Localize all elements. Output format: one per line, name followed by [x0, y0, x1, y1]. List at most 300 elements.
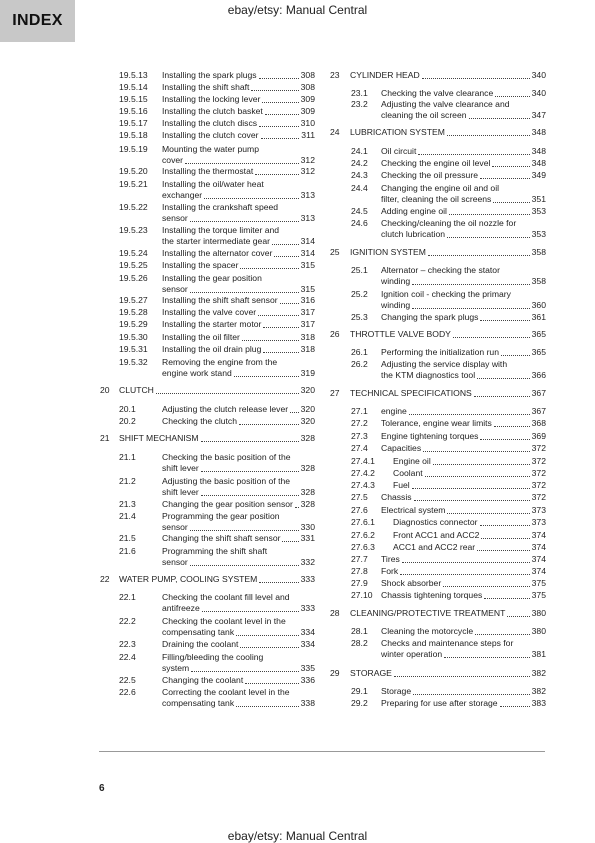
toc-entry-number: 26.1: [351, 347, 368, 357]
toc-entry-page: 312: [300, 166, 315, 176]
toc-entry-page: 314: [300, 236, 315, 246]
toc-entry-number: 24.2: [351, 158, 368, 168]
toc-entry-page: 335: [300, 663, 315, 673]
toc-entry-title-line: Programming the gear position: [162, 511, 280, 521]
toc-entry-page: 372: [531, 456, 546, 466]
toc-entry-page: 308: [300, 82, 315, 92]
dot-leader: [480, 524, 530, 526]
toc-entry[interactable]: [351, 698, 546, 709]
toc-entry-page: 348: [531, 158, 546, 168]
toc-entry[interactable]: [351, 480, 546, 491]
toc-entry-page: 351: [531, 194, 546, 204]
toc-entry-number: 27.5: [351, 492, 368, 502]
dot-leader: [477, 549, 529, 551]
toc-entry-page: 317: [300, 307, 315, 317]
toc-entry-number: 24.4: [351, 183, 368, 193]
toc-entry-page: 383: [531, 698, 546, 708]
toc-chapter-entry[interactable]: [330, 127, 546, 138]
toc-entry-number: 20: [100, 385, 110, 395]
toc-entry-title: Installing the spark plugs: [162, 70, 257, 80]
dot-leader: [469, 117, 530, 119]
toc-entry-title: Changing the gear position sensor: [162, 499, 293, 509]
toc-entry-number: 27: [330, 388, 340, 398]
dot-leader: [423, 450, 530, 452]
toc-entry-title-line: Programming the shift shaft: [162, 546, 268, 556]
toc-entry-number: 28.1: [351, 626, 368, 636]
toc-entry-title: Adding engine oil: [381, 206, 447, 216]
toc-entry-title: cleaning the oil screen: [381, 110, 467, 120]
toc-entry[interactable]: [351, 686, 546, 697]
toc-entry-number: 19.5.27: [119, 295, 148, 305]
toc-entry-title-line: Checking/cleaning the oil nozzle for: [381, 218, 517, 228]
toc-entry-title: Installing the oil filter: [162, 332, 240, 342]
toc-entry[interactable]: [351, 158, 546, 169]
toc-entry-page: 353: [531, 229, 546, 239]
toc-entry[interactable]: [351, 265, 546, 287]
toc-entry-title: Cleaning the motorcycle: [381, 626, 474, 636]
toc-entry-number: 27.8: [351, 566, 368, 576]
toc-entry-title: LUBRICATION SYSTEM: [350, 127, 445, 137]
dot-leader: [449, 213, 530, 215]
toc-entry-page: 338: [300, 698, 315, 708]
toc-entry-title: CLEANING/PROTECTIVE TREATMENT: [350, 608, 506, 618]
dot-leader: [433, 463, 530, 465]
toc-entry-title: Adjusting the clutch release lever: [162, 404, 289, 414]
toc-entry[interactable]: [351, 146, 546, 157]
toc-entry-title-line: Installing the crankshaft speed: [162, 202, 279, 212]
toc-entry-page: 382: [531, 686, 546, 696]
dot-leader: [443, 585, 529, 587]
toc-entry-page: 319: [300, 368, 315, 378]
toc-entry-page: 358: [531, 247, 546, 257]
toc-entry-title: system: [162, 663, 190, 673]
toc-entry-number: 29: [330, 668, 340, 678]
toc-entry-number: 19.5.19: [119, 144, 148, 154]
toc-entry-page: 353: [531, 206, 546, 216]
toc-entry[interactable]: [351, 530, 546, 541]
toc-entry[interactable]: [351, 456, 546, 467]
dot-leader: [493, 201, 529, 203]
toc-chapter-entry[interactable]: [330, 668, 546, 679]
toc-entry[interactable]: [351, 468, 546, 479]
toc-entry[interactable]: [351, 578, 546, 589]
toc-entry-title: shift lever: [162, 487, 199, 497]
toc-entry-title-line: Changing the engine oil and oil: [381, 183, 500, 193]
toc-entry-title: winter operation: [381, 649, 443, 659]
toc-entry-title: Preparing for use after storage: [381, 698, 498, 708]
toc-entry-title: Draining the coolant: [162, 639, 239, 649]
toc-entry-title-line: Installing the gear position: [162, 273, 262, 283]
dot-leader: [394, 675, 530, 677]
toc-entry-page: 317: [300, 319, 315, 329]
toc-entry-title: WATER PUMP, COOLING SYSTEM: [119, 574, 258, 584]
toc-entry-page: 349: [531, 170, 546, 180]
toc-entry[interactable]: [351, 183, 546, 205]
toc-entry-title: TECHNICAL SPECIFICATIONS: [350, 388, 472, 398]
toc-entry-title: Front ACC1 and ACC2: [393, 530, 480, 540]
toc-entry[interactable]: [351, 206, 546, 217]
watermark-top: ebay/etsy: Manual Central: [227, 3, 368, 17]
toc-entry-page: 381: [531, 649, 546, 659]
toc-entry-title: Changing the spark plugs: [381, 312, 479, 322]
toc-chapter-entry[interactable]: [330, 247, 546, 258]
toc-entry[interactable]: [351, 218, 546, 240]
toc-chapter-entry[interactable]: [330, 388, 546, 399]
toc-entry-title-line: Checking the coolant level in the: [162, 616, 286, 626]
toc-entry[interactable]: [351, 312, 546, 323]
toc-entry-title-line: Correcting the coolant level in the: [162, 687, 290, 697]
toc-entry-page: 372: [531, 443, 546, 453]
toc-entry-page: 330: [300, 522, 315, 532]
toc-entry-title: winding: [381, 276, 411, 286]
toc-entry-number: 19.5.20: [119, 166, 148, 176]
toc-entry-title: Engine oil: [393, 456, 431, 466]
toc-entry-title-line: Checking the basic position of the: [162, 452, 291, 462]
toc-entry-number: 26: [330, 329, 340, 339]
toc-entry-title: sensor: [162, 284, 188, 294]
toc-entry-number: 24.3: [351, 170, 368, 180]
toc-entry-number: 19.5.32: [119, 357, 148, 367]
toc-entry-page: 347: [531, 110, 546, 120]
dot-leader: [453, 336, 530, 338]
toc-entry-number: 19.5.15: [119, 94, 148, 104]
toc-entry-page: 366: [531, 370, 546, 380]
toc-chapter-entry[interactable]: [330, 608, 546, 619]
toc-entry-page: 348: [531, 146, 546, 156]
dot-leader: [475, 633, 529, 635]
toc-entry[interactable]: [351, 505, 546, 516]
toc-entry-number: 24.6: [351, 218, 368, 228]
toc-entry-number: 26.2: [351, 359, 368, 369]
dot-leader: [412, 283, 530, 285]
toc-entry-page: 380: [531, 626, 546, 636]
toc-entry-page: 360: [531, 300, 546, 310]
toc-entry-title: the starter intermediate gear: [162, 236, 270, 246]
toc-entry-page: 382: [531, 668, 546, 678]
toc-entry[interactable]: [351, 554, 546, 565]
toc-entry[interactable]: [351, 289, 546, 311]
toc-entry-title: filter, cleaning the oil screens: [381, 194, 492, 204]
toc-entry-number: 25: [330, 247, 340, 257]
toc-entry-number: 27.4: [351, 443, 368, 453]
toc-entry-page: 320: [300, 404, 315, 414]
toc-entry[interactable]: [351, 542, 546, 553]
dot-leader: [494, 425, 530, 427]
toc-entry-page: 315: [300, 284, 315, 294]
toc-entry-title: Checking the engine oil level: [381, 158, 491, 168]
toc-entry-number: 21.3: [119, 499, 136, 509]
toc-entry-number: 29.2: [351, 698, 368, 708]
toc-entry-page: 333: [300, 574, 315, 584]
toc-entry[interactable]: [351, 566, 546, 577]
toc-entry-page: 331: [300, 533, 315, 543]
toc-entry-page: 372: [531, 480, 546, 490]
toc-entry-number: 19.5.13: [119, 70, 148, 80]
toc-entry-title: SHIFT MECHANISM: [119, 433, 199, 443]
dot-leader: [492, 165, 529, 167]
toc-entry-number: 27.3: [351, 431, 368, 441]
toc-entry-page: 311: [301, 130, 315, 140]
toc-entry-title-line: Mounting the water pump: [162, 144, 259, 154]
toc-entry-title-line: Filling/bleeding the cooling: [162, 652, 264, 662]
toc-entry-title: cover: [162, 155, 184, 165]
toc-entry-number: 22.2: [119, 616, 136, 626]
toc-entry-number: 29.1: [351, 686, 368, 696]
toc-entry-number: 27.6.3: [351, 542, 375, 552]
toc-entry-page: 374: [531, 542, 546, 552]
toc-entry-title: Installing the oil drain plug: [162, 344, 262, 354]
toc-entry-title: Installing the valve cover: [162, 307, 257, 317]
toc-entry-title: Installing the starter motor: [162, 319, 262, 329]
toc-entry-page: 340: [531, 70, 546, 80]
toc-entry-title: exchanger: [162, 190, 203, 200]
toc-entry-number: 19.5.21: [119, 179, 148, 189]
toc-entry-page: 372: [531, 492, 546, 502]
toc-entry-title-line: Installing the torque limiter and: [162, 225, 280, 235]
toc-entry-title-line: Adjusting the valve clearance and: [381, 99, 510, 109]
toc-entry-title: CYLINDER HEAD: [350, 70, 420, 80]
toc-entry[interactable]: [351, 347, 546, 358]
toc-entry-page: 315: [300, 260, 315, 270]
toc-entry-title: Electrical system: [381, 505, 446, 515]
dot-leader: [447, 236, 530, 238]
toc-entry[interactable]: [351, 590, 546, 601]
toc-entry-page: 318: [300, 344, 315, 354]
toc-entry-number: 19.5.26: [119, 273, 148, 283]
toc-entry[interactable]: [351, 626, 546, 637]
toc-entry-title: Diagnostics connector: [393, 517, 478, 527]
toc-entry-number: 21.2: [119, 476, 136, 486]
dot-leader: [447, 134, 530, 136]
toc-entry-title-line: Adjusting the service display with: [381, 359, 508, 369]
toc-entry-page: 310: [300, 118, 315, 128]
toc-entry-number: 21: [100, 433, 110, 443]
toc-entry-page: 374: [531, 554, 546, 564]
toc-entry-title: Changing the coolant: [162, 675, 244, 685]
dot-leader: [422, 77, 530, 79]
toc-entry[interactable]: [351, 638, 546, 660]
toc-entry-title-line: Removing the engine from the: [162, 357, 278, 367]
toc-entry-number: 24: [330, 127, 340, 137]
toc-entry[interactable]: [351, 99, 546, 121]
dot-leader: [414, 499, 530, 501]
toc-entry-title: Capacities: [381, 443, 422, 453]
toc-entry-number: 19.5.22: [119, 202, 148, 212]
dot-leader: [500, 705, 530, 707]
toc-entry-number: 23.1: [351, 88, 368, 98]
toc-entry-number: 19.5.25: [119, 260, 148, 270]
toc-entry-page: 328: [300, 487, 315, 497]
toc-entry-title-line: Checks and maintenance steps for: [381, 638, 514, 648]
toc-entry-page: 313: [300, 190, 315, 200]
toc-entry-page: 333: [300, 603, 315, 613]
toc-entry-number: 21.1: [119, 452, 136, 462]
toc-entry-number: 21.4: [119, 511, 136, 521]
toc-entry-title: compensating tank: [162, 627, 235, 637]
dot-leader: [412, 487, 530, 489]
dot-leader: [481, 537, 529, 539]
toc-entry-number: 19.5.14: [119, 82, 148, 92]
watermark-bottom: ebay/etsy: Manual Central: [227, 829, 368, 843]
toc-entry-title-line: Alternator – checking the stator: [381, 265, 500, 275]
toc-entry[interactable]: [351, 443, 546, 454]
toc-entry-number: 27.6: [351, 505, 368, 515]
toc-entry-title: Installing the shift shaft sensor: [162, 295, 278, 305]
dot-leader: [428, 254, 530, 256]
footer-divider: [99, 751, 545, 752]
toc-entry-title: Installing the spacer: [162, 260, 239, 270]
toc-entry-number: 24.1: [351, 146, 368, 156]
toc-entry-title: ACC1 and ACC2 rear: [393, 542, 476, 552]
toc-entry-page: 313: [300, 213, 315, 223]
toc-entry-page: 328: [300, 463, 315, 473]
toc-entry-number: 19.5.31: [119, 344, 148, 354]
toc-entry[interactable]: [351, 517, 546, 528]
toc-entry-title: Performing the initialization run: [381, 347, 499, 357]
toc-entry-page: 375: [531, 590, 546, 600]
toc-entry-page: 309: [300, 94, 315, 104]
toc-entry[interactable]: [351, 492, 546, 503]
toc-entry-title: Installing the clutch cover: [162, 130, 259, 140]
toc-entry-title: CLUTCH: [119, 385, 154, 395]
dot-leader: [447, 512, 529, 514]
toc-entry-title: Installing the thermostat: [162, 166, 254, 176]
toc-entry-number: 19.5.18: [119, 130, 148, 140]
toc-entry-page: 334: [300, 627, 315, 637]
toc-entry-title: Storage: [381, 686, 412, 696]
toc-entry-title: Changing the shift shaft sensor: [162, 533, 281, 543]
toc-entry-page: 372: [531, 468, 546, 478]
toc-entry-title: winding: [381, 300, 411, 310]
toc-entry[interactable]: [351, 418, 546, 429]
toc-entry-number: 22.1: [119, 592, 136, 602]
toc-entry-number: 25.3: [351, 312, 368, 322]
toc-entry-number: 27.6.1: [351, 517, 375, 527]
dot-leader: [413, 693, 530, 695]
toc-entry-title: sensor: [162, 213, 188, 223]
toc-entry-title: Fork: [381, 566, 399, 576]
toc-entry-page: 328: [300, 499, 315, 509]
toc-entry-page: 373: [531, 517, 546, 527]
toc-entry-page: 365: [531, 329, 546, 339]
toc-entry-number: 27.2: [351, 418, 368, 428]
toc-entry-page: 361: [531, 312, 546, 322]
toc-entry-title: Tires: [381, 554, 400, 564]
toc-entry-number: 21.5: [119, 533, 136, 543]
toc-entry-number: 27.4.1: [351, 456, 375, 466]
toc-entry-number: 19.5.24: [119, 248, 148, 258]
toc-entry-title-line: Ignition coil - checking the primary: [381, 289, 511, 299]
dot-leader: [444, 656, 530, 658]
toc-entry[interactable]: [351, 88, 546, 99]
toc-entry[interactable]: [351, 406, 546, 417]
toc-entry-title: Engine tightening torques: [381, 431, 479, 441]
toc-entry-title: sensor: [162, 522, 188, 532]
toc-entry-number: 23: [330, 70, 340, 80]
toc-entry-number: 21.6: [119, 546, 136, 556]
toc-entry-number: 27.1: [351, 406, 368, 416]
toc-entry-page: 308: [300, 70, 315, 80]
toc-entry-page: 320: [300, 416, 315, 426]
toc-entry-number: 22.3: [119, 639, 136, 649]
dot-leader: [474, 395, 530, 397]
toc-entry-title: compensating tank: [162, 698, 235, 708]
toc-entry-number: 22.4: [119, 652, 136, 662]
dot-leader: [412, 307, 530, 309]
toc-entry-page: 367: [531, 406, 546, 416]
toc-entry[interactable]: [351, 431, 546, 442]
toc-entry-page: 375: [531, 578, 546, 588]
toc-entry-title: antifreeze: [162, 603, 200, 613]
dot-leader: [425, 475, 530, 477]
toc-entry-title: shift lever: [162, 463, 199, 473]
toc-entry-title: STORAGE: [350, 668, 392, 678]
toc-entry-page: 336: [300, 675, 315, 685]
toc-entry-title: Installing the locking lever: [162, 94, 261, 104]
dot-leader: [484, 597, 529, 599]
toc-entry-title: Tolerance, engine wear limits: [381, 418, 492, 428]
dot-leader: [501, 354, 530, 356]
dot-leader: [480, 438, 529, 440]
toc-entry-number: 25.1: [351, 265, 368, 275]
toc-chapter-entry[interactable]: [330, 70, 546, 81]
dot-leader: [402, 561, 530, 563]
toc-entry-title: Coolant: [393, 468, 423, 478]
toc-entry-page: 312: [300, 155, 315, 165]
toc-entry-number: 20.2: [119, 416, 136, 426]
toc-entry-page: 334: [300, 639, 315, 649]
dot-leader: [418, 153, 529, 155]
toc-entry[interactable]: [351, 359, 546, 381]
toc-entry-number: 22.6: [119, 687, 136, 697]
toc-entry-title: Installing the shift shaft: [162, 82, 250, 92]
toc-entry-number: 19.5.30: [119, 332, 148, 342]
toc-entry-page: 358: [531, 276, 546, 286]
toc-entry-number: 22: [100, 574, 110, 584]
toc-entry-title: IGNITION SYSTEM: [350, 247, 426, 257]
toc-entry-title: THROTTLE VALVE BODY: [350, 329, 451, 339]
toc-entry-number: 28.2: [351, 638, 368, 648]
toc-entry-title: Installing the alternator cover: [162, 248, 273, 258]
dot-leader: [480, 177, 530, 179]
toc-entry-page: 367: [531, 388, 546, 398]
toc-entry-number: 24.5: [351, 206, 368, 216]
toc-entry-title: the KTM diagnostics tool: [381, 370, 476, 380]
toc-entry-page: 314: [300, 248, 315, 258]
toc-entry-page: 374: [531, 566, 546, 576]
toc-chapter-entry[interactable]: [330, 329, 546, 340]
toc-entry-title: Installing the clutch discs: [162, 118, 258, 128]
page-number: 6: [99, 783, 105, 794]
toc-entry-page: 369: [531, 431, 546, 441]
toc-entry-page: 320: [300, 385, 315, 395]
dot-leader: [477, 377, 530, 379]
toc-entry-page: 374: [531, 530, 546, 540]
toc-entry[interactable]: [351, 170, 546, 181]
toc-entry-number: 19.5.29: [119, 319, 148, 329]
toc-entry-title: Chassis tightening torques: [381, 590, 483, 600]
toc-entry-title: Chassis: [381, 492, 412, 502]
dot-leader: [409, 413, 530, 415]
toc-entry-title-line: Checking the coolant fill level and: [162, 592, 290, 602]
toc-entry-page: 318: [300, 332, 315, 342]
toc-entry-title: Fuel: [393, 480, 410, 490]
dot-leader: [507, 615, 529, 617]
toc-entry-title: clutch lubrication: [381, 229, 446, 239]
toc-entry-page: 368: [531, 418, 546, 428]
toc-entry-number: 28: [330, 608, 340, 618]
toc-entry-page: 309: [300, 106, 315, 116]
